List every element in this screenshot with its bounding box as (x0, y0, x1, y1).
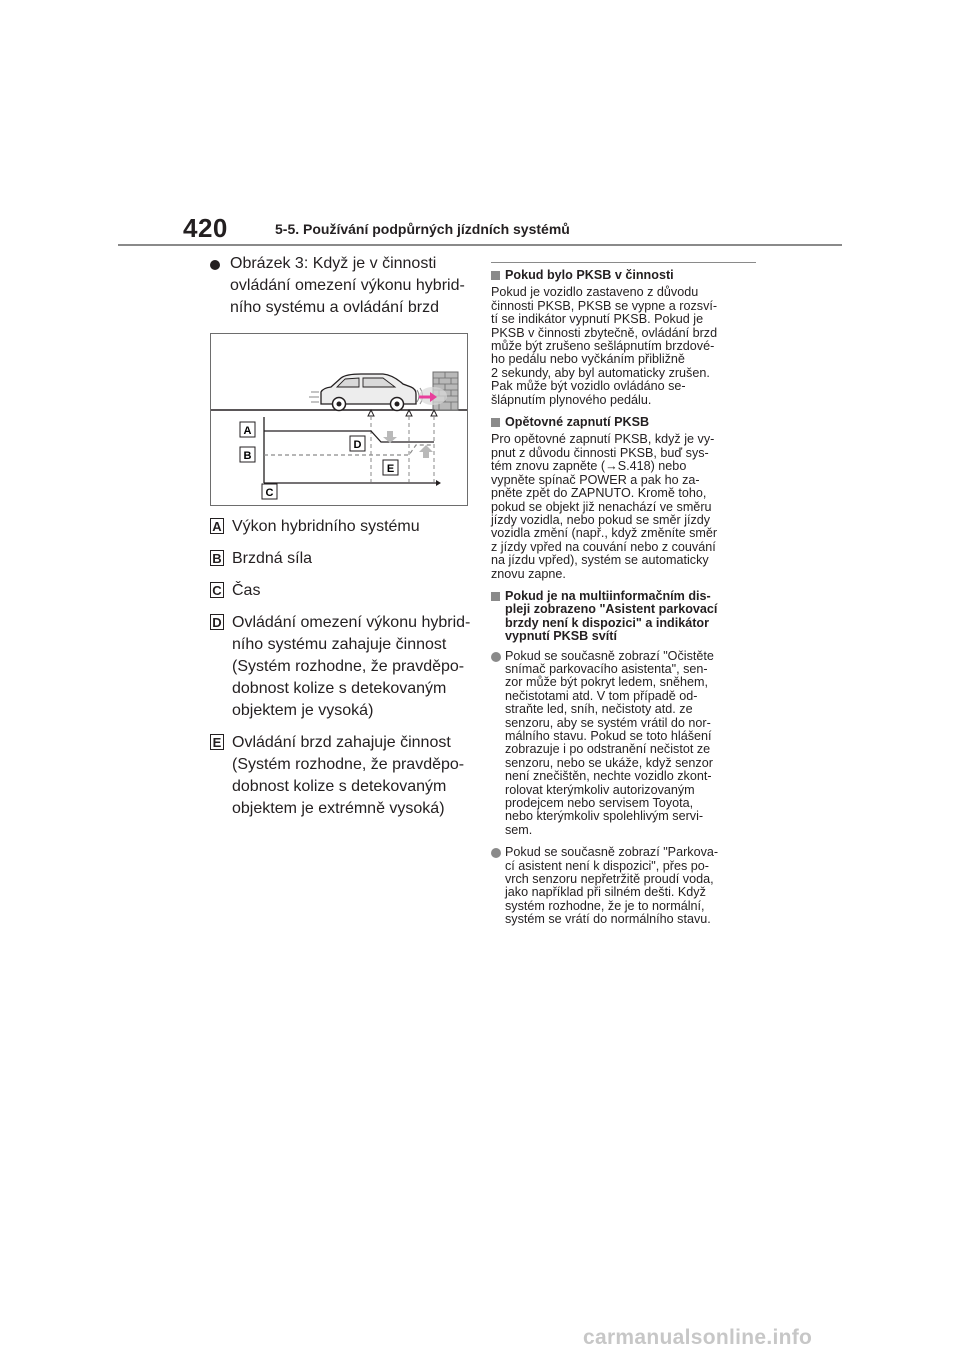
timing-diagram (211, 334, 467, 505)
paragraph-reenable-pksb: Pro opětovné zapnutí PKSB, když je vy- pnut z důvodu činnosti PKSB, buď sys- tém znovu zapněte (→S.418) nebo vypněte spínač POWER a pak ho za- pněte zpět do ZAPNUTO. Kromě toho, pokud se objekt již nenachází ve směru jízdy vozidla, nebo pokud se směr jízdy vozidla změní (např., když změníte směr z jízdy vpřed na couvání nebo z couvání na jízdu vpřed), systém se automaticky znovu zapne. (491, 432, 718, 581)
heading-reenable-pksb: Opětovné zapnutí PKSB (491, 416, 756, 429)
car-icon (309, 374, 423, 411)
legend-text: Výkon hybridního systému (232, 518, 420, 535)
svg-text:B: B (243, 450, 252, 462)
label-a (240, 422, 255, 437)
intro-line: Obrázek 3: Když je v činnosti (230, 255, 437, 272)
legend-text: objektem je vysoká) (232, 702, 374, 719)
timing-mark (368, 410, 374, 416)
figure-legend (210, 516, 472, 830)
label-d (350, 436, 365, 451)
legend-badge: B (210, 550, 224, 566)
watermark: carmanualsonline.info (583, 1326, 813, 1349)
bullet-clean-sensor: Pokud se současně zobrazí "Očistěte snímač parkovacího asistenta", sen- zor může být pokryt ledem, sněhem, nečistotami atd. V tom případě od- straňte led, sníh, nečistoty atd. ze senzoru, aby se systém vrátil do nor- málního stavu. Pokud se toto hlášení zobrazuje i po odstranění nečistot ze senzoru, nebo se ukáže, když senzor není znečištěn, nechte vozidlo zkont- rolovat kterýmkoliv autorizovaným prodejcem nebo servisem Toyota, nebo kterýmkoliv spolehlivým servi- sem. (491, 650, 756, 838)
legend-text: (Systém rozhodne, že pravděpo- (232, 658, 465, 675)
paragraph-pksb-active: Pokud je vozidlo zastaveno z důvodu činnosti PKSB, PKSB se vypne a rozsví- tí se indikátor vypnutí PKSB. Pokud je PKSB v činnosti zbytečně, ovládání brzd může být zrušeno sešlápnutím brzdové- ho pedálu nebo vyčkáním přibližně 2 sekundy, aby byl automaticky zrušen. Pak může být vozidlo ovládáno se- šlápnutím plynového pedálu. (491, 285, 718, 407)
down-arrow-icon (383, 431, 397, 443)
square-bullet-icon (491, 592, 500, 601)
legend-text: dobnost kolize s detekovaným (232, 778, 447, 795)
column-rule (491, 262, 756, 263)
timing-mark (431, 410, 437, 416)
time-arrow-icon (436, 480, 441, 486)
legend-text: dobnost kolize s detekovaným (232, 680, 447, 697)
legend-item-a (210, 516, 472, 538)
right-column (491, 262, 756, 936)
legend-item-c (210, 580, 472, 602)
legend-badge: E (210, 734, 224, 750)
intro-line: ovládání omezení výkonu hybrid- (230, 277, 465, 294)
timing-mark (406, 410, 412, 416)
label-e (383, 460, 398, 475)
legend-text: Čas (232, 582, 261, 599)
legend-item-d (210, 612, 472, 722)
figure-3-diagram (210, 333, 468, 506)
sensor-arrow-icon (419, 387, 447, 405)
intro-bullet (210, 253, 472, 319)
svg-text:A: A (243, 425, 252, 437)
round-bullet-icon (491, 652, 501, 662)
intro-line: ního systému a ovládání brzd (230, 299, 440, 316)
label-c (262, 484, 277, 499)
legend-item-b (210, 548, 472, 570)
legend-item-e (210, 732, 472, 820)
heading-pksb-active: Pokud bylo PKSB v činnosti (491, 269, 756, 282)
svg-text:C: C (265, 487, 274, 499)
bullet-assist-unavailable: Pokud se současně zobrazí "Parkova- cí asistent není k dispozici", přes po- vrch senzoru nepřetržitě proudí voda, jako například při silném dešti. Když systém rozhodne, že je to normální, systém se vrátí do normálního stavu. (491, 846, 756, 926)
legend-text: ního systému zahajuje činnost (232, 636, 447, 653)
legend-badge: C (210, 582, 224, 598)
up-arrow-icon (419, 445, 433, 458)
legend-text: objektem je extrémně vysoká) (232, 800, 445, 817)
legend-text: (Systém rozhodne, že pravděpo- (232, 756, 465, 773)
svg-text:E: E (386, 463, 395, 475)
legend-badge: A (210, 518, 224, 534)
heading-display-message: Pokud je na multiinformačním dis- pleji zobrazeno "Asistent parkovací brzdy není k dispozici" a indikátor vypnutí PKSB svítí (491, 590, 756, 644)
bullet-dot-icon (210, 260, 220, 270)
header-rule (118, 244, 842, 246)
page-number: 420 (183, 213, 228, 243)
legend-text: Ovládání omezení výkonu hybrid- (232, 614, 471, 631)
legend-text: Brzdná síla (232, 550, 313, 567)
svg-text:D: D (353, 439, 362, 451)
section-title: 5-5. Používání podpůrných jízdních systémů (275, 221, 570, 237)
legend-text: Ovládání brzd zahajuje činnost (232, 734, 451, 751)
label-b (240, 447, 255, 462)
square-bullet-icon (491, 271, 500, 280)
square-bullet-icon (491, 418, 500, 427)
legend-badge: D (210, 614, 224, 630)
round-bullet-icon (491, 848, 501, 858)
